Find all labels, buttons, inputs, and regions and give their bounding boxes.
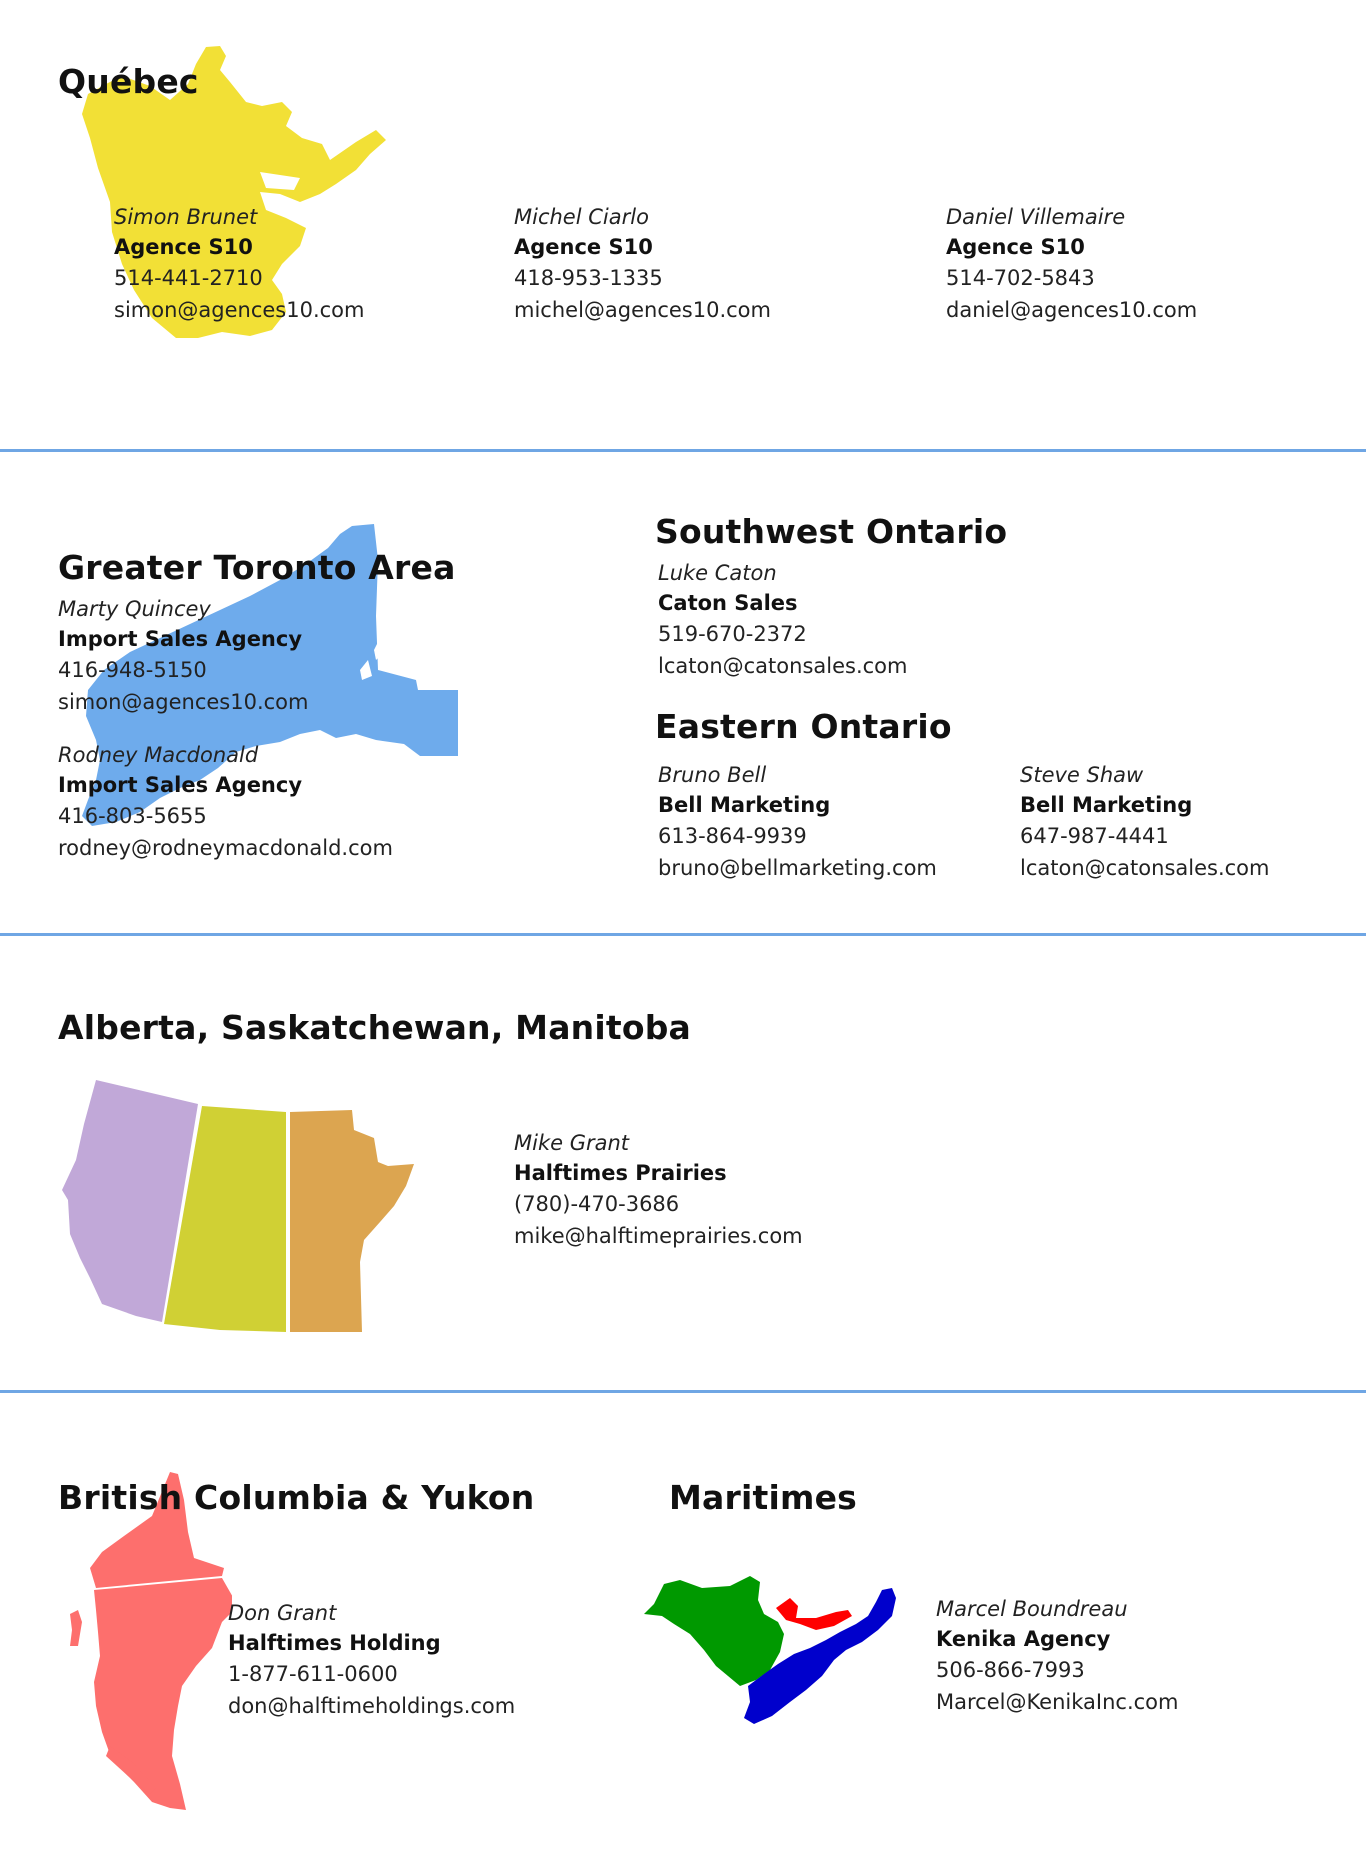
section-divider [0, 933, 1366, 936]
contact-company: Caton Sales [658, 591, 798, 615]
contact-company: Agence S10 [514, 235, 653, 259]
contact-phone[interactable]: 519-670-2372 [658, 622, 807, 646]
bc-yukon-heading: British Columbia & Yukon [58, 1478, 535, 1517]
contact-phone[interactable]: 647-987-4441 [1020, 824, 1169, 848]
contact-name: Daniel Villemaire [946, 205, 1126, 229]
contact-card [58, 594, 308, 718]
contact-email[interactable]: mike@halftimeprairies.com [514, 1224, 803, 1248]
contact-company: Halftimes Holding [228, 1631, 441, 1655]
prairies-heading: Alberta, Saskatchewan, Manitoba [58, 1008, 692, 1047]
contact-company: Agence S10 [114, 235, 253, 259]
eastern-ontario-heading: Eastern Ontario [655, 707, 952, 746]
contact-email[interactable]: don@halftimeholdings.com [228, 1694, 516, 1718]
contact-company: Halftimes Prairies [514, 1161, 727, 1185]
contact-email[interactable]: lcaton@catonsales.com [1020, 856, 1270, 880]
contact-email[interactable]: rodney@rodneymacdonald.com [58, 836, 393, 860]
contact-company: Agence S10 [946, 235, 1085, 259]
contact-company: Kenika Agency [936, 1627, 1111, 1651]
contact-email[interactable]: daniel@agences10.com [946, 298, 1198, 322]
contact-name: Simon Brunet [114, 205, 258, 229]
prairies-map-icon [60, 1078, 420, 1338]
contact-company: Bell Marketing [1020, 793, 1193, 817]
contact-card [114, 202, 364, 326]
contact-card [228, 1598, 515, 1722]
contact-name: Michel Ciarlo [514, 205, 649, 229]
contact-phone[interactable]: 416-948-5150 [58, 658, 207, 682]
bc-yukon-map-icon [62, 1470, 232, 1820]
contact-card [58, 740, 393, 864]
contact-email[interactable]: simon@agences10.com [58, 690, 309, 714]
contact-card [514, 1128, 803, 1252]
contact-phone[interactable]: (780)-470-3686 [514, 1192, 680, 1216]
contact-name: Don Grant [228, 1601, 337, 1625]
contact-email[interactable]: bruno@bellmarketing.com [658, 856, 937, 880]
contact-phone[interactable]: 1-877-611-0600 [228, 1662, 398, 1686]
contact-phone[interactable]: 514-702-5843 [946, 266, 1095, 290]
contact-phone[interactable]: 506-866-7993 [936, 1658, 1085, 1682]
maritimes-map-icon [640, 1570, 940, 1770]
quebec-heading: Québec [58, 62, 199, 101]
section-divider [0, 449, 1366, 452]
contact-email[interactable]: Marcel@KenikaInc.com [936, 1690, 1179, 1714]
contact-name: Steve Shaw [1020, 763, 1144, 787]
contact-email[interactable]: lcaton@catonsales.com [658, 654, 908, 678]
contact-card [936, 1594, 1178, 1718]
contact-name: Mike Grant [514, 1131, 630, 1155]
maritimes-heading: Maritimes [669, 1478, 857, 1517]
contact-name: Bruno Bell [658, 763, 767, 787]
contact-email[interactable]: simon@agences10.com [114, 298, 365, 322]
contact-card [1020, 760, 1269, 884]
contact-company: Bell Marketing [658, 793, 831, 817]
contact-phone[interactable]: 613-864-9939 [658, 824, 807, 848]
contact-name: Rodney Macdonald [58, 743, 259, 767]
contact-card [946, 202, 1197, 326]
contact-name: Marty Quincey [58, 597, 211, 621]
contact-card [658, 760, 937, 884]
contact-phone[interactable]: 514-441-2710 [114, 266, 263, 290]
contact-phone[interactable]: 416-803-5655 [58, 804, 207, 828]
southwest-ontario-heading: Southwest Ontario [655, 512, 1008, 551]
contact-company: Import Sales Agency [58, 627, 303, 651]
contact-name: Luke Caton [658, 561, 777, 585]
contact-name: Marcel Boundreau [936, 1597, 1128, 1621]
contact-card [658, 558, 907, 682]
section-divider [0, 1390, 1366, 1393]
contact-card [514, 202, 771, 326]
gta-heading: Greater Toronto Area [58, 548, 456, 587]
contact-email[interactable]: michel@agences10.com [514, 298, 771, 322]
contact-phone[interactable]: 418-953-1335 [514, 266, 663, 290]
contact-company: Import Sales Agency [58, 773, 303, 797]
